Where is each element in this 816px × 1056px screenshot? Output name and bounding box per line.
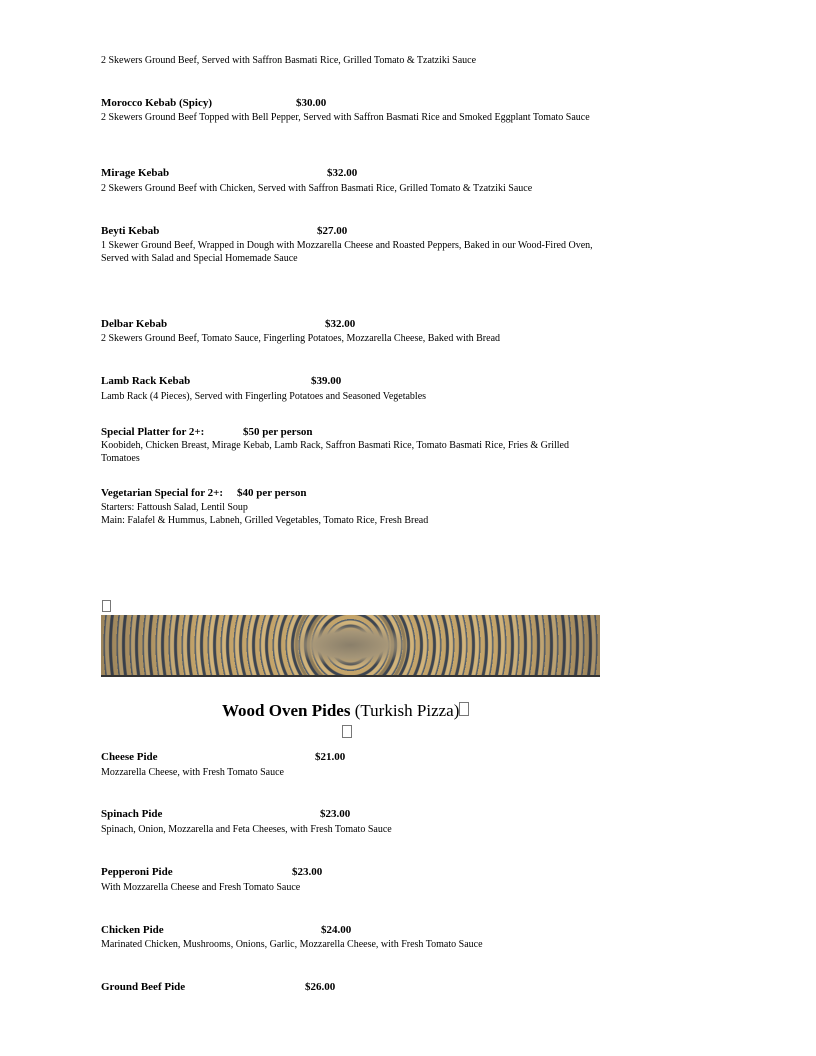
item-description: 2 Skewers Ground Beef with Chicken, Served with Saffron Basmati Rice, Grilled Tomato & Tzatziki Sauce — [101, 183, 533, 194]
special-price: $50 per person — [243, 426, 313, 438]
menu-item-name: Spinach Pide — [101, 808, 163, 820]
item-description: 2 Skewers Ground Beef Topped with Bell Pepper, Served with Saffron Basmati Rice and Smoked Eggplant Tomato Sauce — [101, 112, 590, 123]
menu-item-price: $21.00 — [315, 751, 346, 763]
menu-item-price: $24.00 — [321, 924, 352, 936]
item-description: Lamb Rack (4 Pieces), Served with Fingerling Potatoes and Seasoned Vegetables — [101, 391, 427, 402]
menu-item-name: Cheese Pide — [101, 751, 158, 763]
item-description: Mozzarella Cheese, with Fresh Tomato Sauce — [101, 767, 284, 778]
menu-item-price: $27.00 — [317, 225, 348, 237]
section-title-bold: Wood Oven Pides — [222, 701, 351, 720]
menu-item-name: Delbar Kebab — [101, 318, 168, 330]
menu-item-name: Pepperoni Pide — [101, 866, 173, 878]
section-title — [222, 701, 469, 721]
item-description: 2 Skewers Ground Beef, Tomato Sauce, Fingerling Potatoes, Mozzarella Cheese, Baked with Bread — [101, 333, 501, 344]
menu-item-price: $32.00 — [325, 318, 356, 330]
menu-item-name: Chicken Pide — [101, 924, 164, 936]
menu-item-name: Ground Beef Pide — [101, 981, 186, 993]
item-description: With Mozzarella Cheese and Fresh Tomato Sauce — [101, 882, 301, 893]
menu-item-price: $26.00 — [305, 981, 336, 993]
missing-glyph-icon — [459, 702, 469, 716]
menu-item-name: Beyti Kebab — [101, 225, 160, 237]
menu-item-price: $32.00 — [327, 167, 358, 179]
item-description: Starters: Fattoush Salad, Lentil Soup — [101, 502, 248, 513]
special-name: Vegetarian Special for 2+: — [101, 487, 224, 499]
item-description: Marinated Chicken, Mushrooms, Onions, Garlic, Mozzarella Cheese, with Fresh Tomato Sauce — [101, 939, 483, 950]
item-description: Main: Falafel & Hummus, Labneh, Grilled Vegetables, Tomato Rice, Fresh Bread — [101, 515, 429, 526]
item-description: 1 Skewer Ground Beef, Wrapped in Dough with Mozzarella Cheese and Roasted Peppers, Baked in our Wood-Fired Oven, Served with Salad and Special Homemade Sauce — [101, 240, 593, 264]
menu-item-price: $23.00 — [320, 808, 351, 820]
special-name: Special Platter for 2+: — [101, 426, 205, 438]
menu-item-price: $30.00 — [296, 97, 327, 109]
item-description: Koobideh, Chicken Breast, Mirage Kebab, Lamb Rack, Saffron Basmati Rice, Tomato Basmati Rice, Fries & Grilled Tomatoes — [101, 440, 569, 464]
special-price: $40 per person — [237, 487, 307, 499]
menu-item-price: $39.00 — [311, 375, 342, 387]
menu-item-name: Lamb Rack Kebab — [101, 375, 191, 387]
menu-item-name: Morocco Kebab (Spicy) — [101, 97, 213, 109]
menu-item-price: $23.00 — [292, 866, 323, 878]
missing-glyph-icon — [342, 725, 352, 743]
section-title-subtitle: (Turkish Pizza) — [354, 701, 460, 720]
item-description: 2 Skewers Ground Beef, Served with Saffron Basmati Rice, Grilled Tomato & Tzatziki Sauce — [101, 55, 477, 66]
item-description: Spinach, Onion, Mozzarella and Feta Cheeses, with Fresh Tomato Sauce — [101, 824, 392, 835]
menu-item-name: Mirage Kebab — [101, 167, 170, 179]
banner-shading — [101, 615, 600, 675]
